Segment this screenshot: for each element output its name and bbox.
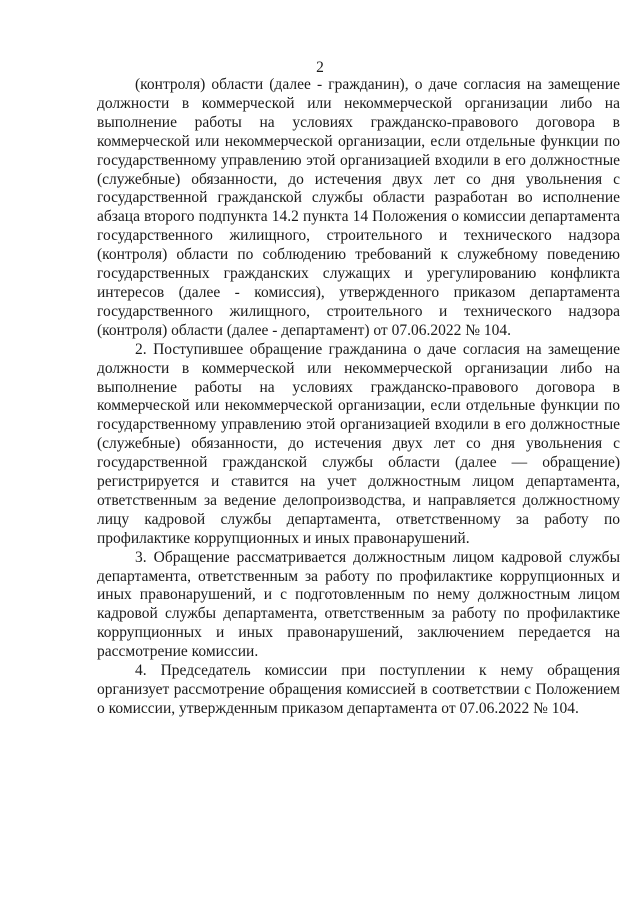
document-body xyxy=(97,76,620,719)
paragraph-item-4: 4. Председатель комиссии при поступлении к нему обращения организует рассмотрение обращения комиссией в соответствии с Положением о комиссии, утвержденным приказом департамента от 07.06.2022 № 104. xyxy=(97,662,620,717)
paragraph-continuation: (контроля) области (далее - гражданин), о даче согласия на замещение должности в коммерческой или некоммерческой организации либо на выполнение работы на условиях гражданско-правового договора в коммерческой или некоммерческой организации, если отдельные функции по государственному управлению этой организацией входили в его должностные (служебные) обязанности, до истечения двух лет со дня увольнения с государственной гражданской службы области разработан во исполнение абзаца второго подпункта 14.2 пункта 14 Положения о комиссии департамента государственного жилищного, строительного и технического надзора (контроля) области по соблюдению требований к служебному поведению государственных гражданских служащих и урегулированию конфликта интересов (далее - комиссия), утвержденного приказом департамента государственного жилищного, строительного и технического надзора (контроля) области (далее - департамент) от 07.06.2022 № 104. xyxy=(97,76,620,339)
paragraph-item-2: 2. Поступившее обращение гражданина о даче согласия на замещение должности в коммерческой или некоммерческой организации либо на выполнение работы на условиях гражданско-правового договора в коммерческой или некоммерческой организации, если отдельные функции по государственному управлению этой организацией входили в его должностные (служебные) обязанности, до истечения двух лет со дня увольнения с государственной гражданской службы области (далее — обращение) регистрируется и ставится на учет должностным лицом департамента, ответственным за ведение делопроизводства, и направляется должностному лицу кадровой службы департамента, ответственному за работу по профилактике коррупционных и иных правонарушений. xyxy=(97,340,620,547)
page-number: 2 xyxy=(316,59,324,76)
paragraph-item-3: 3. Обращение рассматривается должностным лицом кадровой службы департамента, ответственным за работу по профилактике коррупционных и иных правонарушений, и с подготовленным по нему должностным лицом кадровой службы департамента, ответственным за работу по профилактике коррупционных и иных правонарушений, заключением передается на рассмотрение комиссии. xyxy=(97,548,620,661)
